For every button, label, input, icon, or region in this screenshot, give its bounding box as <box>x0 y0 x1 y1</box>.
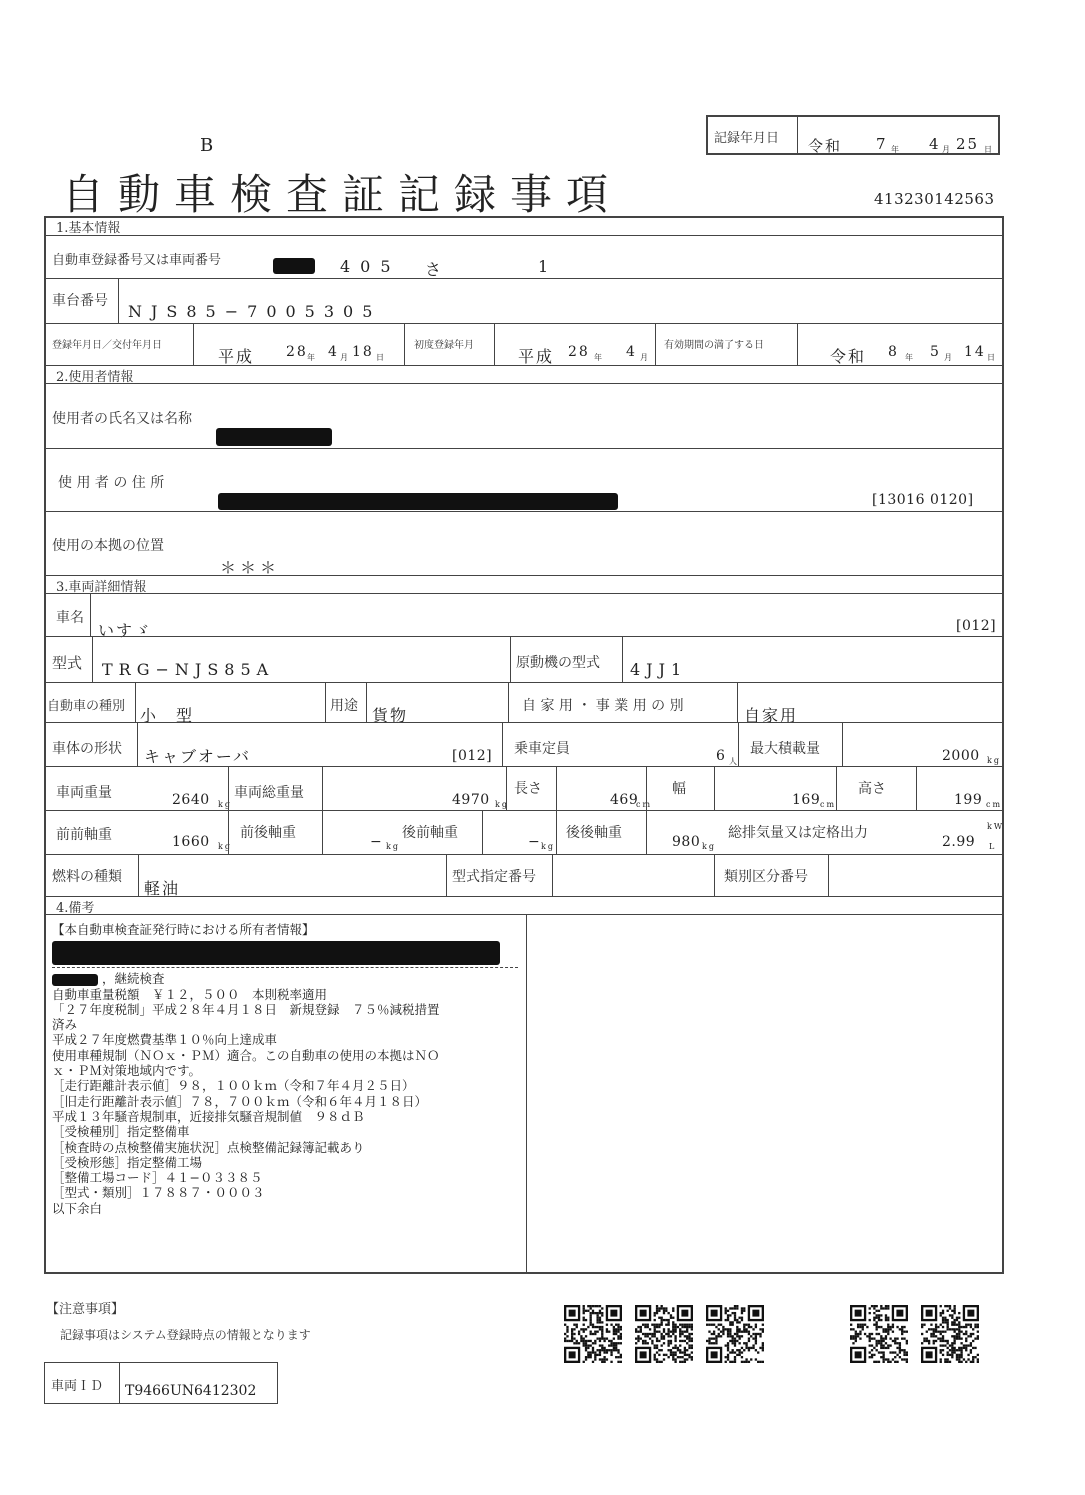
front-front-axle: 1660 <box>172 834 210 850</box>
remarks-line: ｘ・ＰＭ対策地域内です。 <box>52 1063 202 1079</box>
redacted-area <box>216 428 332 446</box>
remarks-line: ［検査時の点検整備実施状況］点検整備記録簿記載あり <box>52 1139 365 1155</box>
gross-weight-label: 車両総重量 <box>234 785 304 801</box>
doc-number: 413230142563 <box>874 190 995 208</box>
chassis-number: NJS85−7005305 <box>128 302 382 321</box>
front-rear-axle-unit: kg <box>386 842 400 851</box>
form-type: B <box>200 135 214 156</box>
reg-date-day: 18 <box>352 344 374 360</box>
remarks-line: 平成２７年度燃費基準１０％向上達成車 <box>52 1032 278 1048</box>
remarks-line: ［受検種別］指定整備車 <box>52 1124 190 1140</box>
gross-weight-unit: kg <box>495 800 509 809</box>
reg-date-day-unit: 日 <box>376 353 386 362</box>
class-label: 類別区分番号 <box>724 869 808 885</box>
fuel: 軽油 <box>144 879 181 898</box>
redacted-area <box>218 493 618 510</box>
redacted-area <box>273 258 315 274</box>
record-date-box <box>706 115 1000 155</box>
vehicle-id: T9466UN6412302 <box>125 1383 257 1399</box>
expiry-year: 8 <box>888 344 899 360</box>
record-date-month: 4 <box>929 135 941 153</box>
height-unit: cm <box>986 800 1003 809</box>
redacted-area <box>52 974 98 986</box>
length-label: 長さ <box>514 781 542 797</box>
vehicle-type: 小 型 <box>140 706 195 725</box>
remarks-line: ［旧走行距離計表示値］７８，７００ｋｍ（令和６年４月１８日） <box>52 1093 428 1109</box>
remarks-line: ［走行距離計表示値］９８，１００ｋｍ（令和７年４月２５日） <box>52 1078 415 1094</box>
first-reg-month-unit: 月 <box>640 353 650 362</box>
expiry-era: 令和 <box>830 347 867 366</box>
remarks-line: ［整備工場コード］４１−０３３８５ <box>52 1170 263 1186</box>
use: 貨物 <box>372 706 409 725</box>
chassis-label: 車台番号 <box>52 293 108 309</box>
gross-weight: 4970 <box>452 792 490 808</box>
private: 自家用 <box>744 706 799 725</box>
rear-front-axle: − <box>528 834 542 850</box>
reg-serial: 1 <box>538 257 551 276</box>
front-front-axle-label: 前前軸重 <box>56 827 112 843</box>
length-unit: cm <box>636 800 653 809</box>
record-date-year-unit: 年 <box>891 145 901 154</box>
first-reg-month: 4 <box>626 344 637 360</box>
page-title: 自動車検査証記録事項 <box>62 170 623 219</box>
capacity-unit: 人 <box>729 757 739 766</box>
expiry-day-unit: 日 <box>987 353 997 362</box>
user-name-label: 使用者の氏名又は名称 <box>52 411 192 427</box>
expiry-month: 5 <box>930 344 941 360</box>
rear-rear-axle: 980 <box>672 834 701 850</box>
engine-label: 原動機の型式 <box>516 655 600 671</box>
qr-code-4 <box>850 1305 908 1363</box>
type-cert-label: 型式指定番号 <box>452 869 536 885</box>
reg-date-month: 4 <box>328 344 339 360</box>
expiry-label: 有効期間の満了する日 <box>664 340 764 351</box>
base-location-value: ＊＊＊ <box>220 558 281 577</box>
capacity: 6 <box>716 748 727 764</box>
section-vehicle-title: 3.車両詳細情報 <box>56 580 147 595</box>
record-date-day-unit: 日 <box>984 145 994 154</box>
reg-kana: さ <box>425 260 444 279</box>
remarks-line: 平成１３年騒音規制車，近接排気騒音規制値 ９８ｄＢ <box>52 1108 365 1124</box>
private-label: 自 家 用 ・ 事 業 用 の 別 <box>522 698 684 714</box>
front-rear-axle-label: 前後軸重 <box>240 825 296 841</box>
record-date-day: 25 <box>956 135 980 153</box>
remarks-line: 自動車重量税額 ￥１２，５００ 本則税率適用 <box>52 986 328 1002</box>
vehicle-id-label: 車両ＩＤ <box>51 1379 104 1394</box>
model-label: 型式 <box>52 654 83 672</box>
record-date-year: 7 <box>876 135 888 153</box>
base-location-label: 使用の本拠の位置 <box>52 538 164 554</box>
max-load-label: 最大積載量 <box>750 741 820 757</box>
expiry-day: 14 <box>964 344 986 360</box>
reg-date-year: 28 <box>286 344 308 360</box>
vehicle-name-code: [012] <box>956 618 997 634</box>
displacement-unit-kw: kW <box>987 822 1005 831</box>
engine: 4JJ1 <box>630 660 688 679</box>
weight-unit: kg <box>218 800 232 809</box>
capacity-label: 乗車定員 <box>514 741 570 757</box>
reg-date-month-unit: 月 <box>340 353 350 362</box>
expiry-year-unit: 年 <box>905 353 915 362</box>
notes-text: 記録事項はシステム登録時点の情報となります <box>60 1328 311 1342</box>
width-label: 幅 <box>672 781 686 797</box>
remarks-line: ，継続検査 <box>101 971 165 987</box>
reg-number-label: 自動車登録番号又は車両番号 <box>52 253 222 268</box>
length: 469 <box>610 792 639 808</box>
vehicle-id-box <box>44 1362 278 1404</box>
reg-date-year-unit: 年 <box>307 353 317 362</box>
width: 169 <box>792 792 821 808</box>
remarks-line: 「２７年度税制」平成２８年４月１８日 新規登録 ７５％減税措置 <box>52 1001 440 1017</box>
section-user-title: 2.使用者情報 <box>56 370 134 385</box>
remarks-line: 【本自動車検査証発行時における所有者情報】 <box>52 922 315 937</box>
redacted-area <box>52 941 500 965</box>
front-front-axle-unit: kg <box>218 842 232 851</box>
use-label: 用途 <box>330 698 358 714</box>
max-load-unit: kg <box>987 756 1001 765</box>
record-date-month-unit: 月 <box>942 145 952 154</box>
qr-code-3 <box>706 1305 764 1363</box>
reg-number: 405 <box>340 257 401 276</box>
displacement-unit-l: L <box>989 842 997 851</box>
vehicle-type-label: 自動車の種別 <box>47 699 126 714</box>
model: TRG−NJS85A <box>102 660 275 679</box>
rear-rear-axle-unit: kg <box>702 842 716 851</box>
first-reg-label: 初度登録年月 <box>414 340 474 351</box>
body-shape-code: [012] <box>452 748 493 764</box>
width-unit: cm <box>820 800 837 809</box>
qr-code-2 <box>635 1305 693 1363</box>
displacement-label: 総排気量又は定格出力 <box>728 825 868 841</box>
weight-label: 車両重量 <box>56 785 112 801</box>
address-code: [13016 0120] <box>872 492 974 508</box>
weight: 2640 <box>172 792 210 808</box>
record-date-era: 令和 <box>808 137 843 155</box>
record-date-label: 記録年月日 <box>714 131 780 146</box>
body-shape-label: 車体の形状 <box>52 741 122 757</box>
rear-front-axle-label: 後前軸重 <box>402 825 458 841</box>
max-load: 2000 <box>942 748 980 764</box>
section-basic-title: 1.基本情報 <box>56 221 121 236</box>
qr-code-1 <box>564 1305 622 1363</box>
remarks-block <box>52 922 522 1216</box>
first-reg-era: 平成 <box>518 347 555 366</box>
height-label: 高さ <box>858 781 886 797</box>
reg-date-label: 登録年月日／交付年月日 <box>52 340 162 351</box>
remarks-line: ［型式・類別］１７８８７・０００３ <box>52 1185 265 1201</box>
rear-front-axle-unit: kg <box>541 842 555 851</box>
section-remarks-title: 4.備考 <box>56 901 95 916</box>
qr-code-5 <box>921 1305 979 1363</box>
notes-title: 【注意事項】 <box>46 1302 125 1317</box>
body-shape: キャブオーバ <box>144 747 252 766</box>
height: 199 <box>954 792 983 808</box>
first-reg-year: 28 <box>568 344 590 360</box>
remarks-line: 以下余白 <box>52 1200 103 1216</box>
remarks-line: ［受検形態］指定整備工場 <box>52 1154 203 1170</box>
fuel-label: 燃料の種類 <box>52 869 122 885</box>
displacement: 2.99 <box>942 834 976 850</box>
rear-rear-axle-label: 後後軸重 <box>566 825 622 841</box>
first-reg-year-unit: 年 <box>594 353 604 362</box>
front-rear-axle: − <box>370 834 384 850</box>
expiry-month-unit: 月 <box>944 353 954 362</box>
vehicle-name-label: 車名 <box>56 610 84 626</box>
vehicle-name: いすゞ <box>98 621 153 640</box>
user-address-label: 使 用 者 の 住 所 <box>58 475 165 491</box>
reg-date-era: 平成 <box>218 347 255 366</box>
remarks-line: 済み <box>52 1017 78 1033</box>
remarks-line: 使用車種規制（ＮＯｘ・ＰＭ）適合。この自動車の使用の本拠はＮＯ <box>52 1047 440 1063</box>
